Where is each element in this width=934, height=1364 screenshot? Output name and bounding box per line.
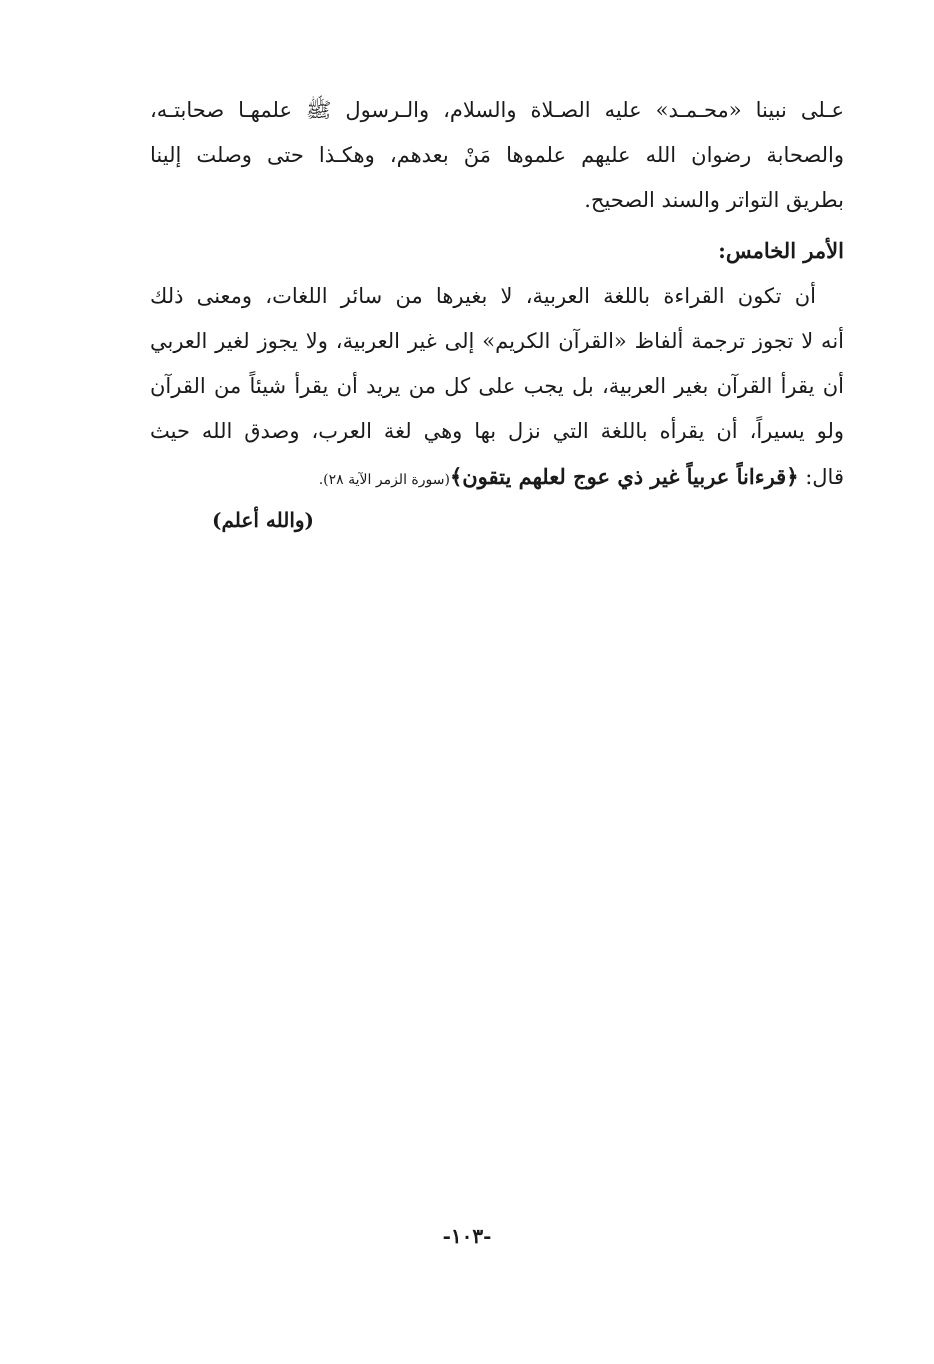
paragraph-1-line-3: بطريق التواتر والسند الصحيح. — [584, 188, 844, 212]
verse-intro: قال: — [805, 465, 844, 489]
paragraph-2-line-2: أنه لا تجوز ترجمة ألفاظ «القرآن الكريم» إلى غير العربية، ولا يجوز لغير العربي — [150, 329, 844, 353]
paragraph-2-line-1: أن تكون القراءة باللغة العربية، لا بغيرها من سائر اللغات، ومعنى ذلك — [150, 284, 816, 308]
paragraph-1-line-2: والصحابة رضوان الله عليهم علموها مَنْ بعدهم، وهكـذا حتى وصلت إلينا — [150, 143, 844, 167]
paragraph-2 — [150, 274, 844, 499]
section-heading: الأمر الخامس: — [718, 238, 844, 263]
quran-verse: ﴿قرءاناً عربياً غير ذي عوج لعلهم يتقون﴾ — [449, 464, 799, 489]
closing-phrase: (والله أعلم) — [212, 508, 314, 532]
verse-reference: (سورة الزمر الآية ٢٨). — [318, 472, 450, 488]
paragraph-2-line-4: ولو يسيراً، أن يقرأه باللغة التي نزل بها وهي لغة العرب، وصدق الله حيث — [150, 419, 844, 443]
paragraph-2-line-5 — [150, 454, 844, 499]
paragraph-1-line-1: عـلى نبينا «محـمـد» عليه الصـلاة والسلام، والـرسول ﷺ علمهـا صحابتـه، — [150, 98, 844, 122]
paragraph-2-line-3: أن يقرأ القرآن بغير العربية، بل يجب على كل من يريد أن يقرأ شيئاً من القرآن — [150, 374, 844, 398]
paragraph-1 — [150, 88, 844, 223]
page-number: -١٠٣- — [442, 1224, 492, 1248]
